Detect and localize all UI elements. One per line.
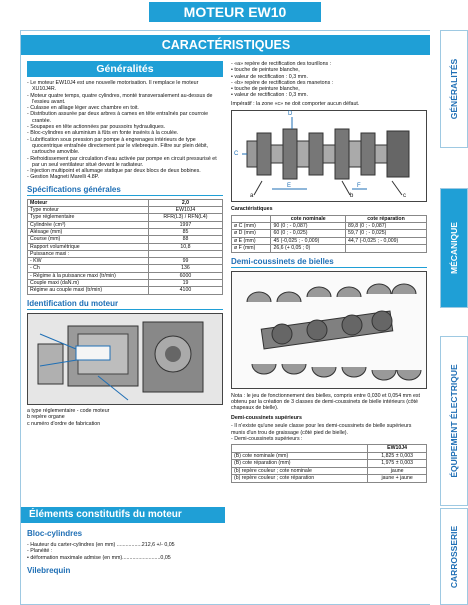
table-cell: - Ch: [28, 265, 149, 272]
crank-label-b: b: [350, 193, 354, 200]
table-cell: ø D (mm): [232, 230, 271, 237]
table-cell: Cylindrée (cm³): [28, 221, 149, 228]
right-column: [231, 61, 427, 483]
table-cell: - KW: [28, 258, 149, 265]
list-item: • touche de peinture blanche,: [231, 67, 300, 74]
section-title: CARACTÉRISTIQUES: [21, 35, 430, 55]
table-cell: 44,7 (-0,025 ; - 0,009): [346, 237, 427, 244]
tab-label: CARROSSERIE: [449, 525, 459, 588]
spec-line: - Hauteur du carter-cylindres (en mm) .................212,6 +/- 0,05: [27, 542, 175, 548]
table-cell: 89,8 (0 ; - 0,087): [346, 223, 427, 230]
table-header-row: [28, 199, 223, 206]
tab-generalites[interactable]: [440, 30, 468, 148]
table-cell: 10,8: [148, 243, 222, 250]
table-cell: 90 (0 ; - 0,087): [271, 223, 346, 230]
crank-label-c-zone: c: [403, 193, 406, 200]
text-line: - Il n'existe qu'une seule classe pour les demi-coussinets de bielle supérieurs munis d'un trou de graissage (côté pied de bielle).: [231, 423, 412, 436]
list-item: - «a» repère de rectification des tourillons :: [231, 61, 332, 67]
legend-item: b repère organe: [27, 414, 65, 421]
table-cell: - Régime à la puissance maxi (tr/min): [28, 272, 149, 279]
demi-coussinets-sup-heading: Demi-coussinets supérieurs: [231, 414, 302, 421]
table-row: [28, 243, 223, 250]
table-cell: 59,7 (0 ; - 0,025): [346, 230, 427, 237]
table-cell: [346, 245, 427, 252]
table-row: [28, 228, 223, 235]
table-row: [28, 265, 223, 272]
table-row: [232, 460, 427, 467]
table-cell: (b) repère couleur ; cote nominale: [232, 467, 368, 474]
spec-line: • déformation maximale admise (en mm)..........................0,05: [27, 554, 171, 561]
table-header-cell: [232, 215, 271, 222]
table-row: [28, 258, 223, 265]
tab-label: ÉQUIPEMENT ÉLECTRIQUE: [449, 364, 459, 478]
table-cell: (b) repère couleur ; cote réparation: [232, 475, 368, 482]
table-cell: Couple maxi (daN.m): [28, 280, 149, 287]
table-cell: ø C (mm): [232, 223, 271, 230]
legend-item: a type réglementaire - code moteur: [27, 407, 110, 414]
spec-line: - Planéité :: [27, 548, 53, 555]
table-cell: (B) cote réparation (mm): [232, 460, 368, 467]
list-item: • valeur de rectification : 0,3 mm.: [231, 73, 308, 80]
table-header-cell: cote réparation: [346, 215, 427, 222]
page-title: MOTEUR EW10: [149, 2, 321, 22]
list-item: - Culasse en alliage léger avec chambre en toit.: [27, 105, 139, 112]
side-tabs: [440, 30, 468, 605]
table-cell: 88: [148, 236, 222, 243]
list-item: - Bloc-cylindres en aluminium à fûts en fonte insérés à la coulée.: [27, 130, 179, 137]
table-cell: 99: [148, 258, 222, 265]
table-header-cell: cote nominale: [271, 215, 346, 222]
table-row: [28, 207, 223, 214]
table-header-cell: Moteur: [28, 199, 149, 206]
list-item: - Injection multipoint et allumage statique par deux blocs de deux bobines.: [27, 168, 201, 175]
table-cell: 136: [148, 265, 222, 272]
engine-photo: [27, 313, 223, 405]
specs-table: [27, 199, 223, 295]
table-cell: 1,975 ± 0,003: [368, 460, 427, 467]
table-cell: Type réglementaire: [28, 214, 149, 221]
table-cell: 45 (-0,025 ; - 0,009): [271, 237, 346, 244]
table-cell: 6000: [148, 272, 222, 279]
tab-equipement-electrique[interactable]: [440, 336, 468, 506]
table-row: [28, 236, 223, 243]
table-header-cell: EW10J4: [368, 445, 427, 452]
table-cell: 1997: [148, 221, 222, 228]
elements-heading: Éléments constitutifs du moteur: [21, 507, 225, 523]
list-item: - Moteur quatre temps, quatre cylindres, monté transversalement au-dessus de l'essieu avant.: [27, 92, 213, 105]
table-row: [232, 223, 427, 230]
text-line: - Demi-coussinets supérieurs :: [231, 436, 303, 443]
elements-section: [27, 527, 223, 576]
table-cell: (B) cote nominale (mm): [232, 452, 368, 459]
rectification-list: [231, 61, 427, 99]
table-cell: ø F (mm): [232, 245, 271, 252]
bloc-cylindres-text: [27, 542, 223, 561]
engine-illustration: [28, 314, 222, 404]
crank-label-e: E: [287, 183, 292, 190]
table-cell: Régime au couple maxi (tr/min): [28, 287, 149, 294]
table-cell: Alésage (mm): [28, 228, 149, 235]
table-row: [232, 245, 427, 252]
rectification-note: Impératif : la zone «c» ne doit comporter aucun défaut.: [231, 100, 360, 107]
table-cell: 85: [148, 228, 222, 235]
list-item: - Refroidissement par circulation d'eau activée par pompe en circuit pressurisé et par un seul ventilateur situé devant le radiateur.: [27, 155, 217, 168]
crankshaft-illustration: [232, 111, 426, 201]
demi-coussinets-sup-text: [231, 423, 427, 442]
table-row: [232, 452, 427, 459]
table-cell: [148, 250, 222, 257]
crankshaft-drawing: [231, 110, 427, 202]
table-row: [28, 287, 223, 294]
list-item: - Distribution assurée par deux arbres à cames en tête entraînés par courroie crantée.: [27, 111, 209, 124]
table-header-cell: 2,0: [148, 199, 222, 206]
table-row: [232, 237, 427, 244]
table-cell: Rapport volumétrique: [28, 243, 149, 250]
left-column: [27, 61, 223, 427]
table-row: [28, 272, 223, 279]
table-cell: EW10J4: [148, 207, 222, 214]
legend-item: c numéro d'ordre de fabrication: [27, 420, 101, 427]
caracteristiques-heading: Caractéristiques: [231, 206, 273, 213]
table-cell: 4100: [148, 287, 222, 294]
table-cell: 60 (0 ; - 0,025): [271, 230, 346, 237]
bearing-shells-illustration: [232, 272, 426, 388]
table-header-row: [232, 445, 427, 452]
list-item: • valeur de rectification : 0,3 mm.: [231, 92, 308, 99]
table-cell: 19: [148, 280, 222, 287]
tab-label: MÉCANIQUE: [449, 222, 459, 274]
list-item: - Gestion Magneti Marelli 4.8P.: [27, 174, 100, 181]
generalites-list: [27, 80, 223, 181]
list-item: - Le moteur EW10J4 est une nouvelle motorisation. Il remplace le moteur XU10J4R.: [27, 80, 199, 93]
table-row: [28, 250, 223, 257]
generalites-heading: Généralités: [27, 61, 223, 77]
list-item: - «b» repère de rectification des manetons :: [231, 79, 334, 86]
table-row: [232, 475, 427, 482]
table-cell: 1,825 ± 0,003: [368, 452, 427, 459]
crank-label-f: F: [357, 183, 361, 190]
table-row: [28, 214, 223, 221]
list-item: - Soupapes en tête actionnées par poussoirs hydrauliques.: [27, 124, 166, 131]
main-content: [20, 30, 430, 605]
caracteristiques-table: [231, 215, 427, 253]
identification-heading: Identification du moteur: [27, 299, 223, 310]
bloc-cylindres-heading: Bloc-cylindres: [27, 529, 83, 538]
bearing-shells-drawing: [231, 271, 427, 389]
table-row: [28, 221, 223, 228]
table-cell: RFR(L3) / RFN(L4): [148, 214, 222, 221]
identification-legend: [27, 408, 223, 428]
tab-carrosserie[interactable]: [440, 508, 468, 605]
tab-label: GÉNÉRALITÉS: [449, 58, 459, 120]
specs-heading: Spécifications générales: [27, 185, 223, 196]
table-cell: Type moteur: [28, 207, 149, 214]
demi-coussinets-table: [231, 444, 427, 482]
demi-coussinets-heading: Demi-coussinets de bielles: [231, 257, 427, 268]
crank-label-d: D: [288, 111, 293, 118]
table-row: [232, 467, 427, 474]
table-cell: jaune + jaune: [368, 475, 427, 482]
vilebrequin-heading: Vilebrequin: [27, 566, 71, 576]
table-row: [28, 280, 223, 287]
table-cell: Course (mm): [28, 236, 149, 243]
table-cell: jaune: [368, 467, 427, 474]
list-item: • touche de peinture blanche,: [231, 86, 300, 93]
table-cell: 26,6 (+ 0,05 ; 0): [271, 245, 346, 252]
table-cell: Puissance maxi :: [28, 250, 149, 257]
table-header-row: [232, 215, 427, 222]
table-row: [232, 230, 427, 237]
list-item: - Lubrification sous pression par pompe à engrenages intérieurs de type quocentrique entraînée directement par le vilebrequin. Filtre sur plein débit, cartouche amovible.: [27, 136, 209, 156]
crank-label-a: a: [250, 193, 254, 200]
tab-mecanique[interactable]: [440, 188, 468, 308]
table-cell: ø E (mm): [232, 237, 271, 244]
demi-coussinets-note: Nota : le jeu de fonctionnement des bielles, compris entre 0,030 et 0,054 mm est obtenu par la création de 3 classes de demi-coussinets de bielle intérieurs (côté chapeaux de bielle).: [231, 392, 421, 412]
table-header-cell: [232, 445, 368, 452]
crank-label-c: C: [234, 151, 239, 158]
